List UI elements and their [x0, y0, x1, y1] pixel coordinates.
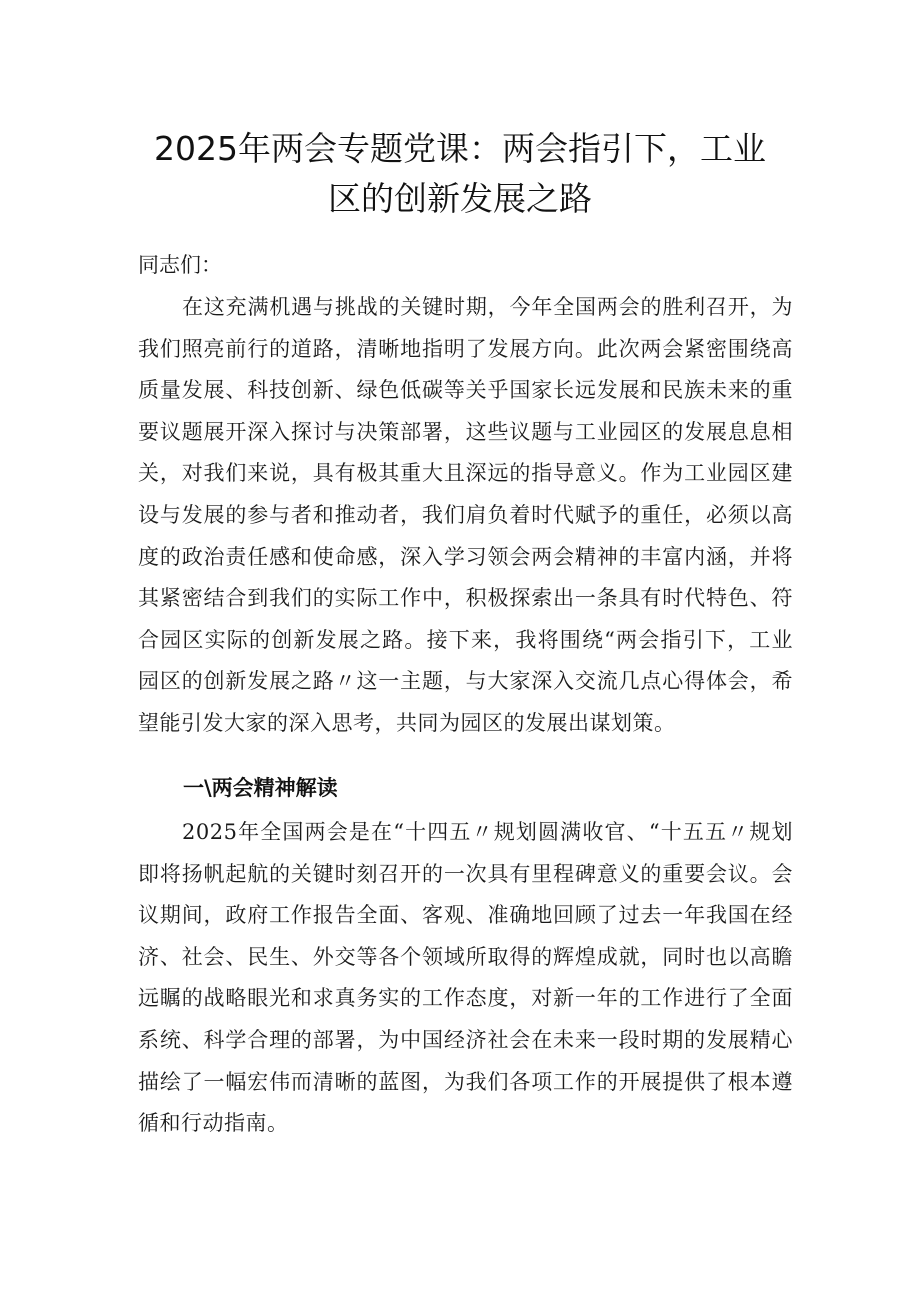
document-title-line-1: 2025年两会专题党课：两会指引下，工业 — [154, 129, 766, 168]
section-1-paragraph: 2025年全国两会是在“十四五〃规划圆满收官、“十五五〃规划即将扬帆起航的关键时刻召开的一次具有里程碑意义的重要会议。会议期间，政府工作报告全面、客观、准确地回顾了过去一年我国在经济、社会、民生、外交等各个领域所取得的辉煌成就，同时也以高瞻远瞩的战略眼光和求真务实的工作态度，对新一年的工作进行了全面系统、科学合理的部署，为中国经济社会在未来一段时期的发展精心描绘了一幅宏伟而清晰的蓝图，为我们各项工作的开展提供了根本遵循和行动指南。 — [138, 820, 793, 1136]
document-title-line-2: 区的创新发展之路 — [328, 179, 592, 218]
salutation: 同志们： — [138, 253, 222, 277]
section-heading-1: 一\两会精神解读 — [183, 776, 338, 800]
intro-paragraph: 在这充满机遇与挑战的关键时期，今年全国两会的胜利召开，为我们照亮前行的道路，清晰地指明了发展方向。此次两会紧密围绕高质量发展、科技创新、绿色低碳等关乎国家长远发展和民族未来的重要议题展开深入探讨与决策部署，这些议题与工业园区的发展息息相关，对我们来说，具有极其重大且深远的指导意义。作为工业园区建设与发展的参与者和推动者，我们肩负着时代赋予的重任，必须以高度的政治责任感和使命感，深入学习领会两会精神的丰富内涵，并将其紧密结合到我们的实际工作中，积极探索出一条具有时代特色、符合园区实际的创新发展之路。接下来，我将围绕“两会指引下，工业园区的创新发展之路〃这一主题，与大家深入交流几点心得体会，希望能引发大家的深入思考，共同为园区的发展出谋划策。 — [138, 295, 793, 735]
